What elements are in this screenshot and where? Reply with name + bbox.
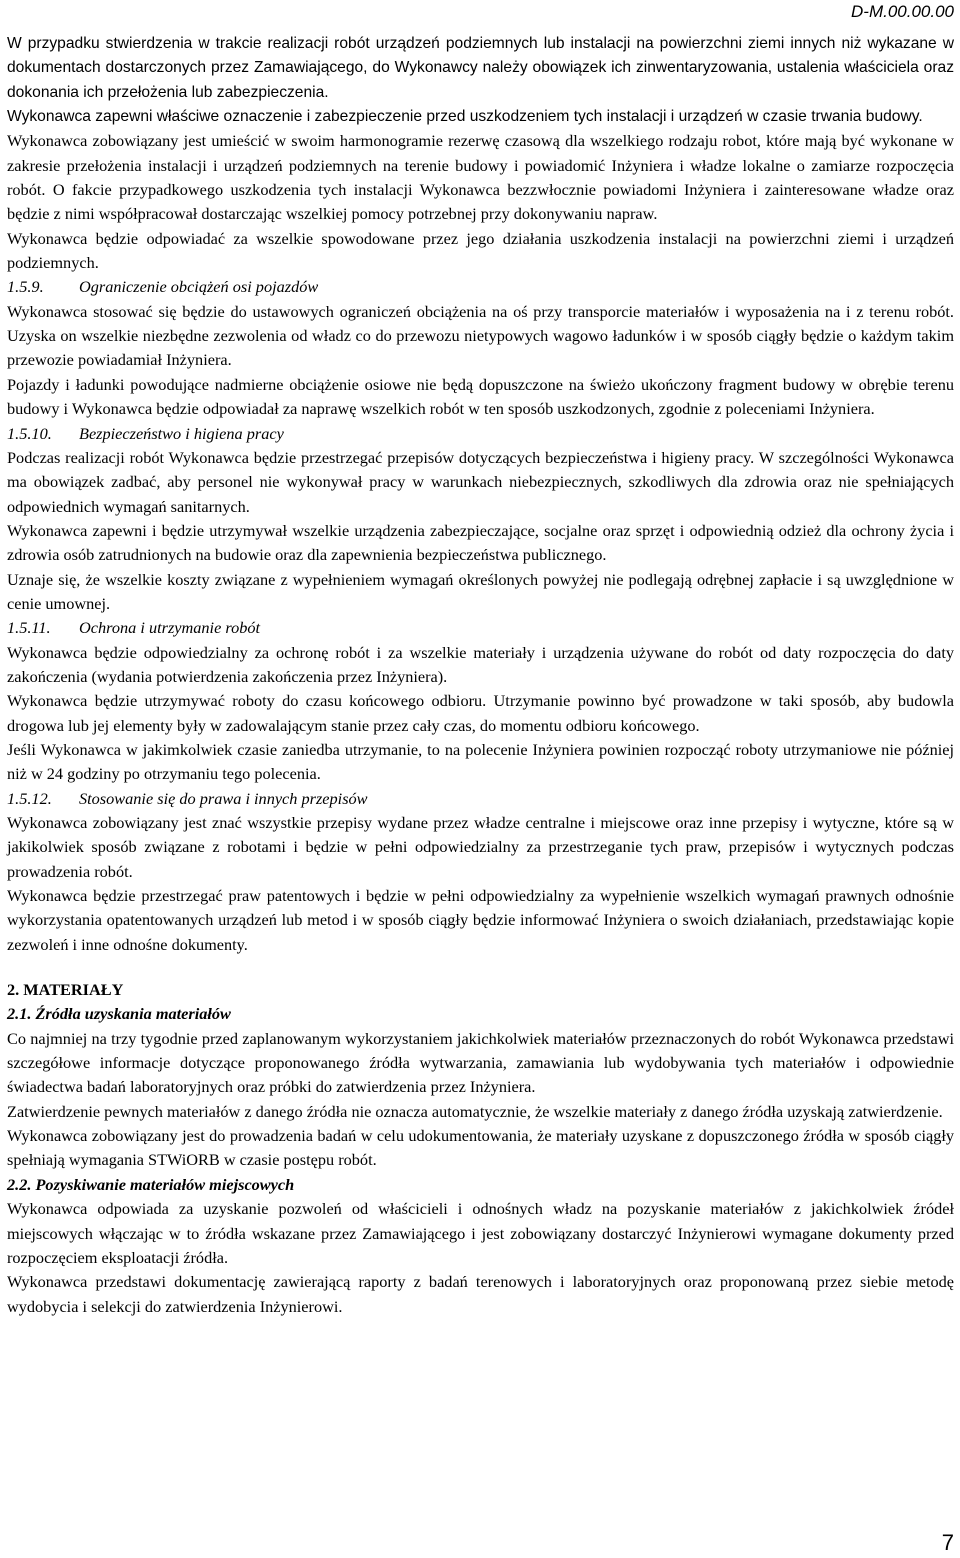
section-number: 1.5.10. bbox=[7, 423, 52, 443]
chapter-heading-materialy: 2. MATERIAŁY bbox=[7, 980, 124, 1000]
paragraph: Wykonawca zobowiązany jest znać wszystkie przepisy wydane przez władze centralne i miejscowe oraz inne przepisy i wytyczne, które są w jakikolwiek sposób związane z robotami i będzie w pełni odpowiedzialny za przestrzeganie tych praw, przepisów i wytycznych podczas prowadzenia robót. bbox=[7, 813, 954, 881]
section-number: 1.5.12. bbox=[7, 788, 52, 808]
paragraph: Wykonawca stosować się będzie do ustawowych ograniczeń obciążenia na oś przy transporcie materiałów i wyposażenia na i z terenu robót. Uzyska on wszelkie niezbędne zezwolenia od władz co do przewozu nietypowych wagowo ładunków i w sposób ciągły będzie o każdym takim przewozie powiadamiał Inżyniera. bbox=[7, 301, 954, 370]
document-body bbox=[7, 32, 954, 1319]
paragraph: Jeśli Wykonawca w jakimkolwiek czasie zaniedba utrzymanie, to na polecenie Inżyniera powinien rozpocząć roboty utrzymaniowe nie później niż w 24 godziny po otrzymaniu tego polecenia. bbox=[7, 739, 954, 784]
section-heading-1-5-11 bbox=[7, 616, 954, 640]
section-heading-2-1: 2.1. Źródła uzyskania materiałów bbox=[7, 1004, 231, 1024]
paragraph: W przypadku stwierdzenia w trakcie realizacji robót urządzeń podziemnych lub instalacji na powierzchni ziemi innych niż wykazane w dokumentach dostarczonych przez Zamawiającego, do Wykonawcy należy obowiązek ich zinwentaryzowania, ustalenia właściciela oraz dokonania ich przełożenia lub zabezpieczenia. bbox=[7, 35, 954, 101]
section-title: Ochrona i utrzymanie robót bbox=[79, 618, 261, 638]
paragraph: Wykonawca będzie przestrzegać praw patentowych i będzie w pełni odpowiedzialny za wypełnienie wszelkich wymagań prawnych odnośnie wykorzystania opatentowanych urządzeń lub metod i w sposób ciągły będzie informować Inżyniera o swoich działaniach, przedstawiając kopie zezwoleń i inne odnośne dokumenty. bbox=[7, 886, 954, 954]
paragraph: Podczas realizacji robót Wykonawca będzie przestrzegać przepisów dotyczących bezpieczeństwa i higieny pracy. W szczególności Wykonawca ma obowiązek zadbać, aby personel nie wykonywał pracy w warunkach niebezpiecznych, szkodliwych dla zdrowia oraz nie spełniających odpowiednich wymagań sanitarnych. bbox=[7, 447, 954, 516]
section-heading-2-2: 2.2. Pozyskiwanie materiałów miejscowych bbox=[7, 1174, 295, 1194]
paragraph: Wykonawca będzie odpowiadać za wszelkie spowodowane przez jego działania uszkodzenia instalacji na powierzchni ziemi i urządzeń podziemnych. bbox=[7, 228, 954, 273]
section-heading-1-5-9 bbox=[7, 275, 954, 299]
paragraph: Wykonawca zobowiązany jest do prowadzenia badań w celu udokumentowania, że materiały uzyskane z dopuszczonego źródła w sposób ciągły spełniają wymagania STWiORB w czasie postępu robót. bbox=[7, 1126, 954, 1170]
paragraph: Wykonawca odpowiada za uzyskanie pozwoleń od właścicieli i odnośnych władz na pozyskanie materiałów z jakichkolwiek źródeł miejscowych włączając w to źródła wskazane przez Zamawiającego i jest zobowiązany dostarczyć Inżynierowi wymagane dokumenty przed rozpoczęciem eksploatacji źródła. bbox=[7, 1199, 954, 1267]
paragraph: Wykonawca zapewni właściwe oznaczenie i zabezpieczenie przed uszkodzeniem tych instalacji i urządzeń w czasie trwania budowy. bbox=[7, 108, 923, 126]
section-heading-1-5-10 bbox=[7, 422, 954, 446]
page-number: 7 bbox=[941, 1530, 954, 1555]
section-number: 1.5.11. bbox=[7, 618, 51, 638]
paragraph: Wykonawca zobowiązany jest umieścić w swoim harmonogramie rezerwę czasową dla wszelkiego rodzaju robot, które mają być wykonane w zakresie przełożenia instalacji i urządzeń podziemnych na terenie budowy i powiadomić Inżyniera i władze lokalne o zamiarze rozpoczęcia robót. O fakcie przypadkowego uszkodzenia tych instalacji Wykonawca bezzwłocznie powiadomi Inżyniera i zainteresowane władze oraz będzie z nimi współpracował dostarczając wszelkiej pomocy potrzebnej przy dokonywaniu napraw. bbox=[7, 131, 954, 224]
paragraph: Wykonawca zapewni i będzie utrzymywał wszelkie urządzenia zabezpieczające, socjalne oraz sprzęt i odpowiednią odzież dla ochrony życia i zdrowia osób zatrudnionych na budowie oraz dla zapewnienia bezpieczeństwa publicznego. bbox=[7, 520, 954, 565]
paragraph: Wykonawca będzie odpowiedzialny za ochronę robót i za wszelkie materiały i urządzenia używane do robót od daty rozpoczęcia do daty zakończenia (wydania potwierdzenia zakończenia przez Inżyniera). bbox=[7, 642, 954, 686]
paragraph: Uznaje się, że wszelkie koszty związane z wypełnieniem wymagań określonych powyżej nie podlegają odrębnej zapłacie i są uwzględnione w cenie umownej. bbox=[7, 569, 954, 613]
section-title: Stosowanie się do prawa i innych przepisów bbox=[79, 788, 368, 808]
paragraph: Pojazdy i ładunki powodujące nadmierne obciążenie osiowe nie będą dopuszczone na świeżo ukończony fragment budowy w obrębie terenu budowy i Wykonawca będzie odpowiadał za naprawę wszelkich robót w ten sposób uszkodzonych, zgodnie z poleceniami Inżyniera. bbox=[7, 374, 954, 419]
section-number: 1.5.9. bbox=[7, 277, 44, 297]
section-spacer bbox=[7, 957, 954, 978]
paragraph: Co najmniej na trzy tygodnie przed zaplanowanym wykorzystaniem jakichkolwiek materiałów przeznaczonych do robót Wykonawca przedstawi szczegółowe informacje dotyczące proponowanego źródła wytwarzania, zamawiania lub wydobywania tych materiałów i odpowiednie świadectwa badań laboratoryjnych oraz próbki do zatwierdzenia przez Inżyniera. bbox=[7, 1028, 954, 1097]
section-title: Ograniczenie obciążeń osi pojazdów bbox=[79, 277, 319, 297]
paragraph: Zatwierdzenie pewnych materiałów z danego źródła nie oznacza automatycznie, że wszelkie materiały z danego źródła uzyskają zatwierdzenie. bbox=[7, 1101, 943, 1121]
paragraph: Wykonawca będzie utrzymywać roboty do czasu końcowego odbioru. Utrzymanie powinno być prowadzone w taki sposób, aby budowla drogowa lub jej elementy były w zadowalającym stanie przez cały czas, do momentu odbioru końcowego. bbox=[7, 691, 954, 735]
section-heading-1-5-12 bbox=[7, 787, 954, 811]
section-title: Bezpieczeństwo i higiena pracy bbox=[79, 423, 284, 443]
document-code: D-M.00.00.00 bbox=[851, 2, 954, 21]
paragraph: Wykonawca przedstawi dokumentację zawierającą raporty z badań terenowych i laboratoryjnych oraz proponowaną przez siebie metodę wydobycia i selekcji do zatwierdzenia Inżynierowi. bbox=[7, 1272, 954, 1316]
